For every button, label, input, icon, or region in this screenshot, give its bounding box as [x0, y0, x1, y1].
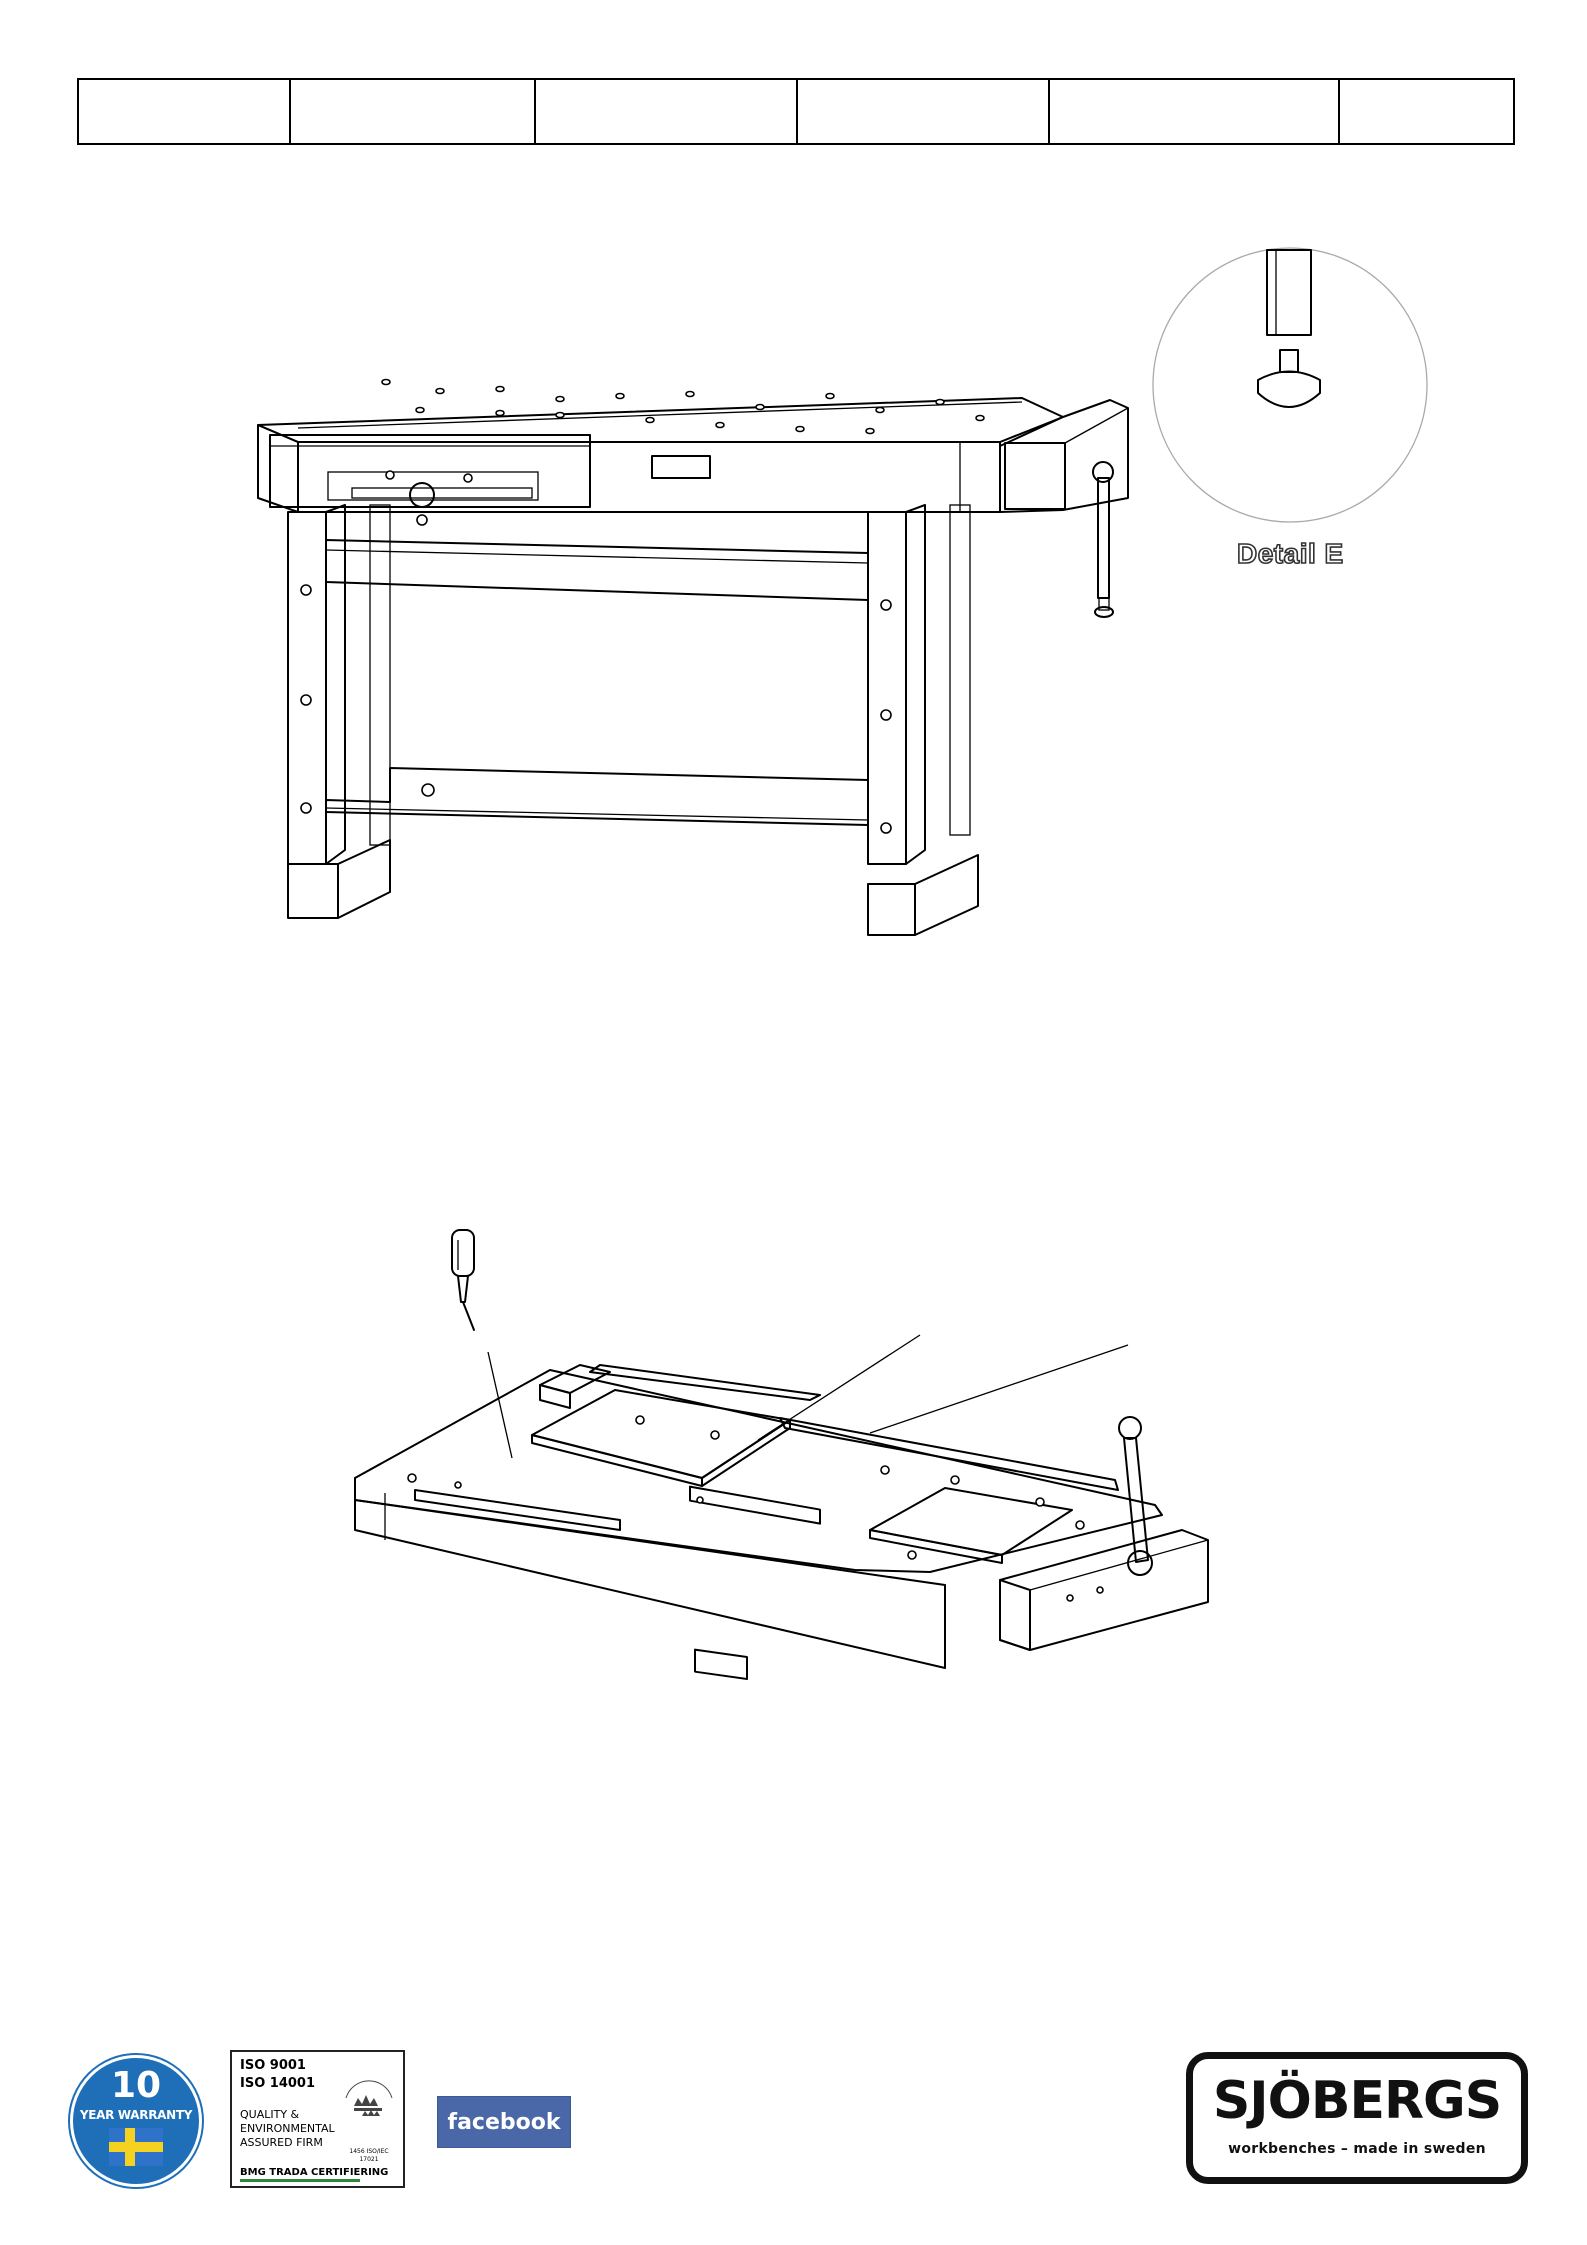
header-cell-2 [290, 79, 535, 144]
header-cell-4 [797, 79, 1049, 144]
detail-e-circle [1150, 245, 1430, 525]
header-table-row [78, 79, 1514, 144]
iso-environmental-label: ENVIRONMENTAL [240, 2122, 335, 2135]
iso-assured-label: ASSURED FIRM [240, 2136, 323, 2149]
screwdriver-icon [452, 1230, 474, 1330]
iso-14001-label: ISO 14001 [240, 2076, 316, 2091]
header-cell-3 [535, 79, 797, 144]
iso-9001-label: ISO 9001 [240, 2058, 306, 2073]
header-cell-5 [1049, 79, 1339, 144]
iso-certification-badge [230, 2050, 405, 2188]
warranty-number: 10 [110, 2065, 162, 2106]
workbench-top-assembly-drawing [340, 1220, 1220, 1690]
warranty-badge [70, 2055, 202, 2187]
warranty-text: YEAR WARRANTY [79, 2108, 193, 2122]
sjobergs-logo [1186, 2052, 1528, 2184]
detail-e-label: Detail E [1237, 538, 1344, 569]
workbench-assembled-drawing [240, 360, 1140, 950]
header-cell-1 [78, 79, 290, 144]
brand-name: SJÖBERGS [1212, 2071, 1502, 2131]
swedish-flag-icon [109, 2128, 163, 2166]
header-cell-6 [1339, 79, 1514, 144]
iso-quality-label: QUALITY & [240, 2108, 300, 2121]
header-table [77, 78, 1515, 145]
swedac-seal-icon [340, 2058, 398, 2138]
bmg-trada-label: BMG TRADA CERTIFIERING [240, 2167, 389, 2178]
swedac-seal-code: 1456 ISO/IEC 17021 [349, 2148, 389, 2163]
brand-tagline: workbenches – made in sweden [1228, 2141, 1486, 2157]
facebook-button[interactable]: facebook [437, 2096, 571, 2148]
